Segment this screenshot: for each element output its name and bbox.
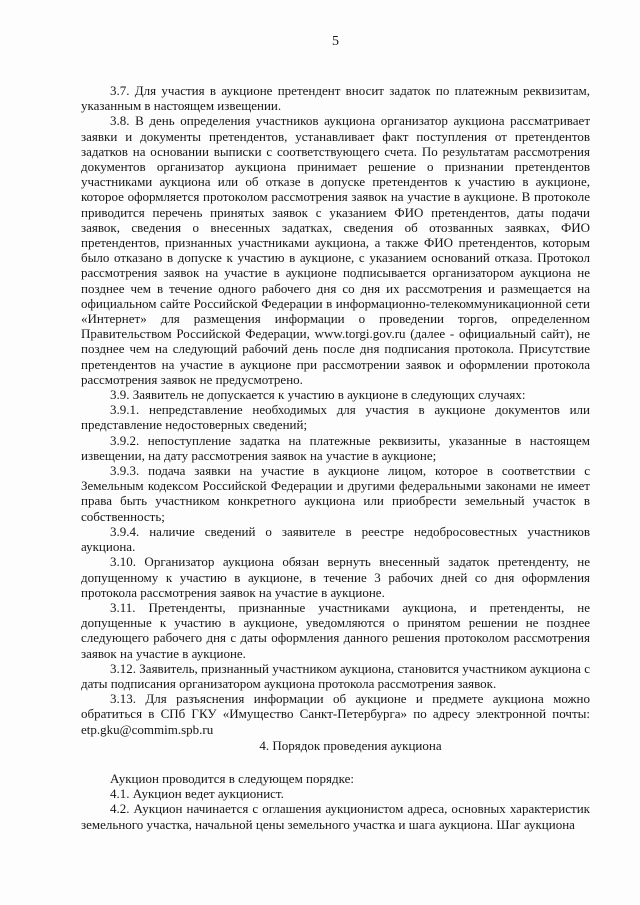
paragraph-3-12: 3.12. Заявитель, признанный участником аукциона, становится участником аукциона с даты подписания организатором аукциона протокола рассмотрения заявок.: [81, 660, 590, 691]
paragraph-4-1: 4.1. Аукцион ведет аукционист.: [110, 786, 284, 802]
paragraph-3-7: 3.7. Для участия в аукционе претендент вносит задаток по платежным реквизитам, указанным в настоящем извещении.: [81, 83, 590, 114]
paragraph-3-9-1: 3.9.1. непредставление необходимых для участия в аукционе документов или представление недостоверных сведений;: [81, 402, 590, 433]
paragraph-3-13: 3.13. Для разъяснения информации об аукционе и предмете аукциона можно обратиться в СПб ГКУ «Имущество Санкт-Петербурга» по адресу электронной почты: etp.gku@commim.spb.ru: [81, 691, 590, 737]
paragraph-3-9-4: 3.9.4. наличие сведений о заявителе в реестре недобросовестных участников аукциона.: [81, 523, 590, 555]
section-4-heading: 4. Порядок проведения аукциона: [259, 737, 442, 753]
paragraph-4-2: 4.2. Аукцион начинается с оглашения аукционистом адреса, основных характеристик земельного участка, начальной цены земельного участка и шага аукциона. Шаг аукциона: [81, 801, 590, 832]
paragraph-3-9-3: 3.9.3. подача заявки на участие в аукционе лицом, которое в соответствии с Земельным кодексом Российской Федерации и другими федеральными законами не имеет права быть участником конкретного аукциона или приобрести земельный участок в собственность;: [81, 463, 590, 524]
paragraph-3-8: 3.8. В день определения участников аукциона организатор аукциона рассматривает заявки и документы претендентов, устанавливает факт поступления от претендентов задатков на основании выписки с соответствующего счета. По результатам рассмотрения документов организатор аукциона принимает решение о признании претендентов участниками аукциона или об отказе в допуске претендентов к участию в аукционе, которое оформляется протоколом рассмотрения заявок на участие в аукционе. В протоколе приводится перечень принятых заявок с указанием ФИО претендентов, даты подачи заявок, сведения о внесенных задатках, сведения об отозванных заявках, ФИО претендентов, признанных участниками аукциона, а также ФИО претендентов, которым было отказано в допуске к участию в аукционе, с указанием оснований отказа. Протокол рассмотрения заявок на участие в аукционе подписывается организатором аукциона не позднее чем в течение одного рабочего дня со дня их рассмотрения и размещается на официальном сайте Российской Федерации в информационно-телекоммуникационной сети «Интернет» для размещения информации о проведении торгов, определенном Правительством Российской Федерации, www.torgi.gov.ru (далее - официальный сайт), не позднее чем на следующий рабочий день после дня подписания протокола. Присутствие претендентов на участие в аукционе при рассмотрении заявок и оформлении протокола рассмотрения заявок не предусмотрено.: [81, 113, 590, 387]
document-body: [81, 83, 590, 832]
paragraph-3-9: 3.9. Заявитель не допускается к участию в аукционе в следующих случаях:: [110, 387, 526, 403]
paragraph-3-10: 3.10. Организатор аукциона обязан вернуть внесенный задаток претенденту, не допущенному к участию в аукционе, в течение 3 рабочих дней со дня оформления протокола рассмотрения заявок на участие в аукционе.: [81, 554, 590, 600]
paragraph-3-11: 3.11. Претенденты, признанные участниками аукциона, и претенденты, не допущенные к участию в аукционе, уведомляются о принятом решении не позднее следующего рабочего дня с даты оформления данного решения протоколом рассмотрения заявок на участие в аукционе.: [81, 599, 590, 661]
paragraph-3-9-2: 3.9.2. непоступление задатка на платежные реквизиты, указанные в настоящем извещении, на дату рассмотрения заявок на участие в аукционе;: [81, 432, 590, 463]
section-4-intro: Аукцион проводится в следующем порядке:: [110, 770, 354, 786]
page-number: 5: [332, 34, 339, 49]
